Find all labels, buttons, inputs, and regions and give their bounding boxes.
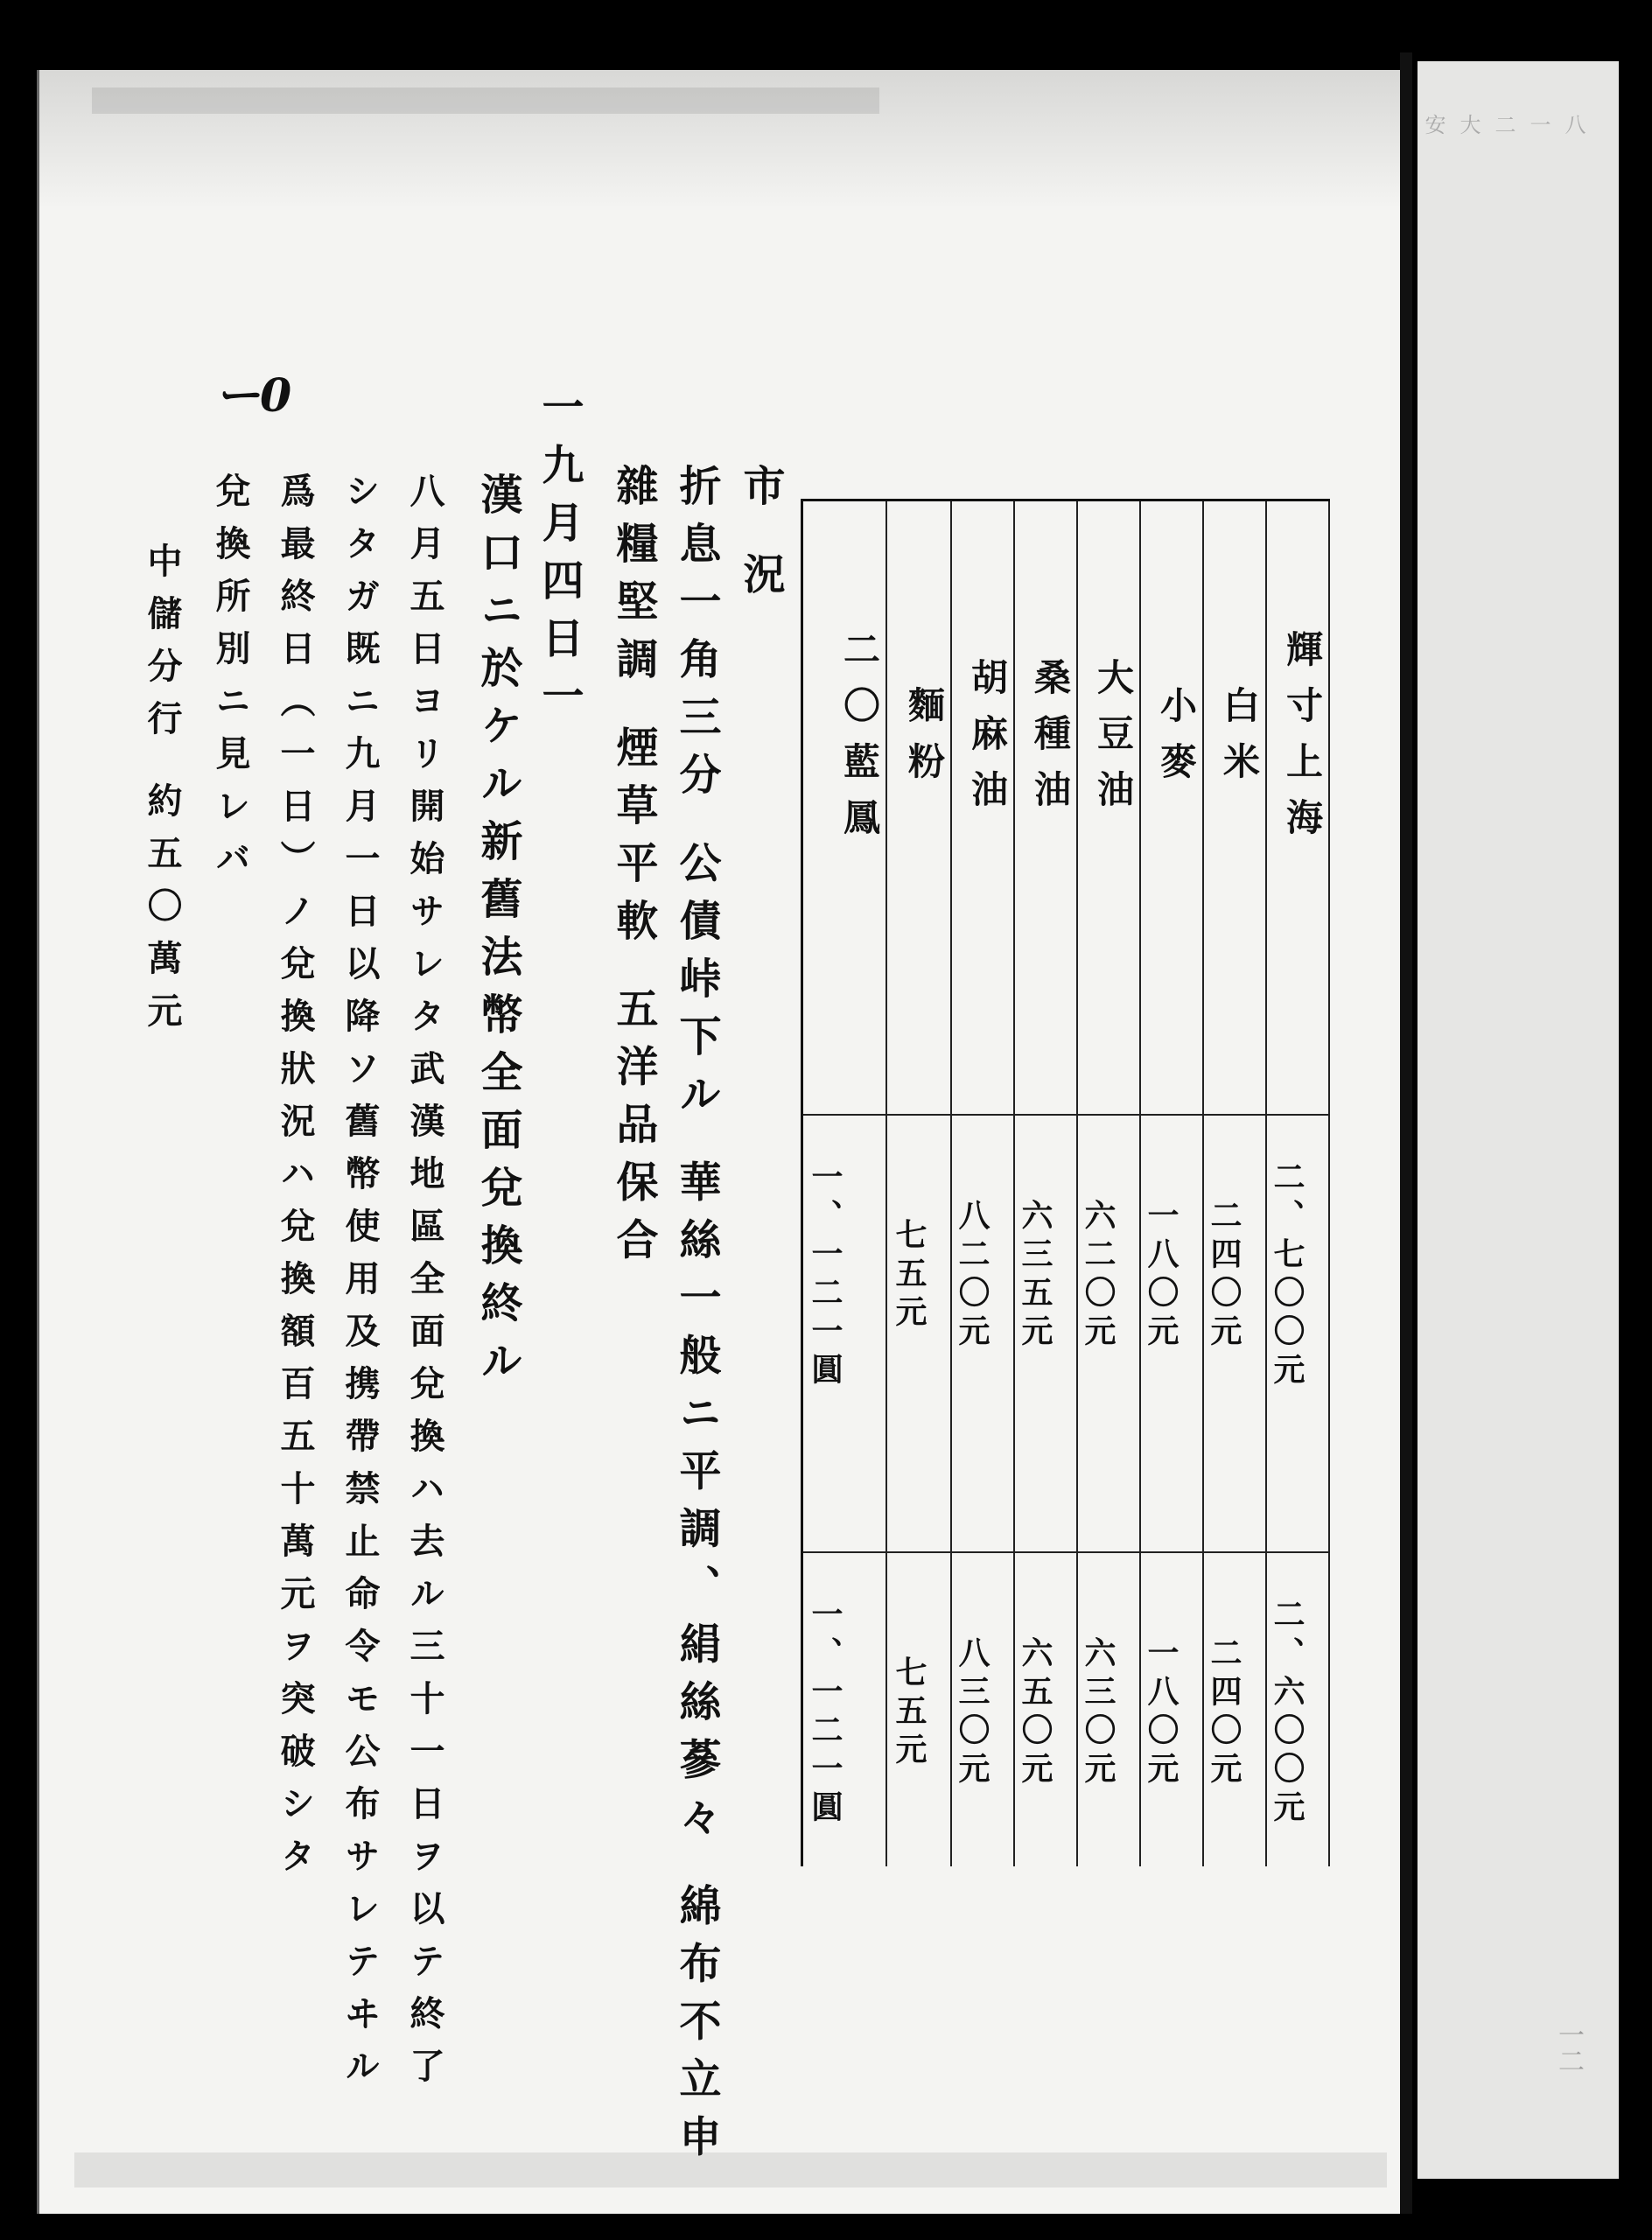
table-column bbox=[1076, 501, 1141, 1866]
table-cell: 六三〇元 bbox=[1080, 1636, 1116, 1790]
table-cell: 二、六〇〇元 bbox=[1269, 1598, 1306, 1829]
table-column bbox=[1139, 501, 1204, 1866]
table-rule bbox=[803, 1551, 1330, 1553]
table-column bbox=[1265, 501, 1330, 1866]
table-column bbox=[950, 501, 1015, 1866]
table-cell: 一、一二一圓 bbox=[807, 1160, 844, 1391]
page-fold bbox=[1400, 52, 1412, 2214]
table-cell: 八三〇元 bbox=[954, 1636, 990, 1790]
market-heading: 市 況 bbox=[736, 464, 785, 610]
table-column bbox=[887, 501, 952, 1866]
ghost-text: 二 bbox=[1491, 114, 1516, 140]
news-body-line-1: 八月五日ヨリ開始サレタ武漢地區全面兌換ハ去ル三十一日ヲ以テ終了 bbox=[404, 472, 445, 2100]
ghost-text: 大 bbox=[1456, 114, 1480, 140]
table-header: 麵粉 bbox=[903, 686, 946, 798]
table-header: 二〇藍鳳 bbox=[838, 630, 881, 854]
news-body-line-5: 中儲分行 約五〇萬元 bbox=[142, 542, 183, 1045]
table-cell: 六二〇元 bbox=[1080, 1199, 1116, 1353]
price-table bbox=[801, 499, 1330, 1866]
table-cell: 一、一二一圓 bbox=[807, 1598, 844, 1829]
scan-noise bbox=[74, 2152, 1387, 2188]
table-cell: 二、七〇〇元 bbox=[1269, 1160, 1306, 1391]
page-number: ー0 bbox=[214, 369, 292, 423]
ghost-text: 安 bbox=[1421, 114, 1446, 140]
table-cell: 七五元 bbox=[891, 1218, 928, 1334]
news-date: 一九月四日一 bbox=[535, 385, 584, 732]
table-cell: 八二〇元 bbox=[954, 1199, 990, 1353]
table-cell: 二四〇元 bbox=[1206, 1199, 1242, 1353]
scan-noise bbox=[92, 88, 879, 114]
market-line-1: 折息一角三分 公債峠下ル 華絲一般ニ平調、絹絲蔘々 綿布不立申 bbox=[672, 464, 721, 2173]
table-column bbox=[803, 501, 887, 1866]
table-column bbox=[1202, 501, 1267, 1866]
table-header: 白米 bbox=[1218, 686, 1261, 798]
news-headline: 漢口ニ於ケル新舊法幣全面兌換終ル bbox=[473, 472, 522, 1396]
table-header: 桑種油 bbox=[1029, 658, 1072, 826]
table-cell: 一八〇元 bbox=[1143, 1199, 1180, 1353]
table-column bbox=[1013, 501, 1078, 1866]
document-page bbox=[37, 70, 1404, 2214]
table-cell: 二四〇元 bbox=[1206, 1636, 1242, 1790]
news-body-line-2: シタガ既ニ九月一日以降ソ舊幣使用及携帶禁止命令モ公布サレテヰル bbox=[340, 472, 381, 2100]
table-cell: 一八〇元 bbox=[1143, 1636, 1180, 1790]
table-cell: 六三五元 bbox=[1017, 1199, 1054, 1353]
table-header: 大豆油 bbox=[1092, 658, 1135, 826]
table-cell: 七五元 bbox=[891, 1656, 928, 1771]
table-cell: 六五〇元 bbox=[1017, 1636, 1054, 1790]
facing-page bbox=[1418, 61, 1619, 2179]
facing-page-number: 一二 bbox=[1553, 2021, 1584, 2074]
news-body-line-4: 兌換所別ニ見レバ bbox=[210, 472, 251, 892]
table-rule bbox=[803, 1114, 1330, 1116]
ghost-text: 一 bbox=[1526, 114, 1550, 140]
ghost-text: 八 bbox=[1561, 114, 1586, 140]
news-body-line-3: 爲最終日（一日）ノ兌換狀況ハ兌換額百五十萬元ヲ突破シタ bbox=[275, 472, 316, 1890]
table-header: 胡麻油 bbox=[966, 658, 1009, 826]
market-line-2: 雜糧堅調 煙草平軟 五洋品保合 bbox=[609, 464, 658, 1276]
table-header: 輝寸上海 bbox=[1281, 630, 1324, 854]
table-header: 小麥 bbox=[1155, 686, 1198, 798]
